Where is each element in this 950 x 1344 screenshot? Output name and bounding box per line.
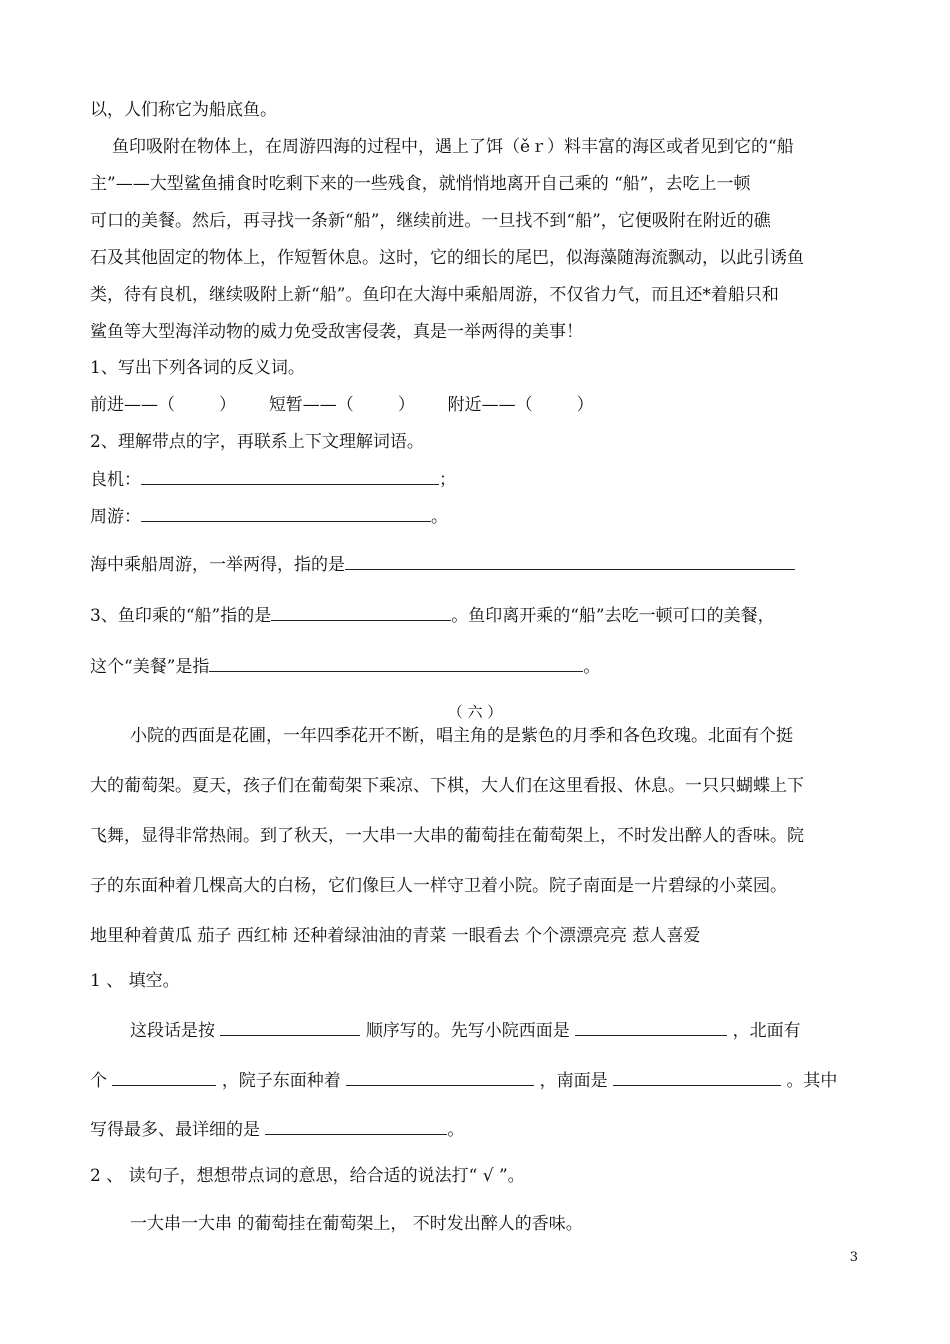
passage-line: 鱼印吸附在物体上，在周游四海的过程中，遇上了饵（ěｒ）料丰富的海区或者见到它的“船 <box>112 137 794 157</box>
passage-line: 鲨鱼等大型海洋动物的威力免受敌害侵袭，真是一举两得的美事！ <box>90 322 583 342</box>
answer-blank[interactable] <box>613 1069 781 1086</box>
answer-blank[interactable] <box>141 505 431 522</box>
section-heading: （ 六 ） <box>447 703 503 721</box>
question-prompt: 2 、 读句子，想想带点词的意思，给合适的说法打“ √ ”。 <box>90 1166 525 1186</box>
antonym-word: 附近——（ <box>447 395 533 415</box>
question-prompt: 1 、 填空。 <box>90 971 180 991</box>
fill-row: 海中乘船周游，一举两得，指的是 <box>90 553 795 576</box>
question-prompt: 1、写出下列各词的反义词。 <box>90 358 305 378</box>
antonym-word: 前进——（ <box>90 395 175 415</box>
page-number: 3 <box>849 1250 858 1265</box>
fill-row: 3、鱼印乘的“船”指的是 。鱼印离开乘的“船”去吃一顿可口的美餐， <box>90 606 775 626</box>
answer-blank[interactable] <box>141 468 439 485</box>
answer-blank[interactable] <box>346 1069 534 1086</box>
answer-blank[interactable] <box>265 1118 447 1135</box>
passage-line: 主”——大型鲨鱼捕食时吃剩下来的一些残食，就悄悄地离开自己乘的 “船”，去吃上一顿 <box>90 174 751 194</box>
passage-line: 子的东面种着几棵高大的白杨，它们像巨人一样守卫着小院。院子南面是一片碧绿的小菜园。 <box>90 876 787 896</box>
answer-blank[interactable] <box>345 553 795 570</box>
answer-blank[interactable] <box>209 655 583 672</box>
antonym-word: 短暂——（ <box>268 395 354 415</box>
passage-line: 类，待有良机，继续吸附上新“船”。鱼印在大海中乘船周游，不仅省力气，而且还*着船只和 <box>90 285 779 305</box>
example-sentence: 一大串一大串 的葡萄挂在葡萄架上， 不时发出醉人的香味。 <box>130 1214 583 1234</box>
passage-line: 小院的西面是花圃，一年四季花开不断，唱主角的是紫色的月季和各色玫瑰。北面有个挺 <box>130 726 793 746</box>
passage-line: 飞舞，显得非常热闹。到了秋天，一大串一大串的葡萄挂在葡萄架上，不时发出醉人的香味。院 <box>90 826 804 846</box>
fill-row: 这段话是按 顺序写的。先写小院西面是 ，北面有 <box>130 1021 801 1041</box>
answer-blank[interactable] <box>112 1069 216 1086</box>
passage-line: 石及其他固定的物体上，作短暂休息。这时，它的细长的尾巴，似海藻随海流飘动，以此引诱鱼 <box>90 248 804 268</box>
answer-blank[interactable] <box>575 1019 727 1036</box>
fill-row: 这个“美餐”是指 。 <box>90 657 601 677</box>
passage-line: 可口的美餐。然后，再寻找一条新“船”，继续前进。一旦找不到“船”，它便吸附在附近的礁 <box>90 211 771 231</box>
fill-row: 周游： 。 <box>90 507 448 527</box>
fill-row: 写得最多、最详细的是 。 <box>90 1120 465 1140</box>
fill-row: 良机： ； <box>90 470 456 490</box>
answer-blank[interactable] <box>271 604 451 621</box>
question-prompt: 2、理解带点的字，再联系上下文理解词语。 <box>90 432 424 452</box>
passage-line: 大的葡萄架。夏天，孩子们在葡萄架下乘凉、下棋，大人们在这里看报、休息。一只只蝴蝶上下 <box>90 776 804 796</box>
answer-blank[interactable] <box>220 1019 360 1036</box>
fill-row: 个 ，院子东面种着 ，南面是 。其中 <box>90 1071 838 1091</box>
passage-line: 以，人们称它为船底鱼。 <box>90 100 277 120</box>
passage-line: 地里种着黄瓜 茄子 西红柿 还种着绿油油的青菜 一眼看去 个个漂漂亮亮 惹人喜爱 <box>90 926 701 946</box>
antonym-row: 前进——（ ） 短暂——（ ） 附近——（ ） <box>90 395 594 415</box>
